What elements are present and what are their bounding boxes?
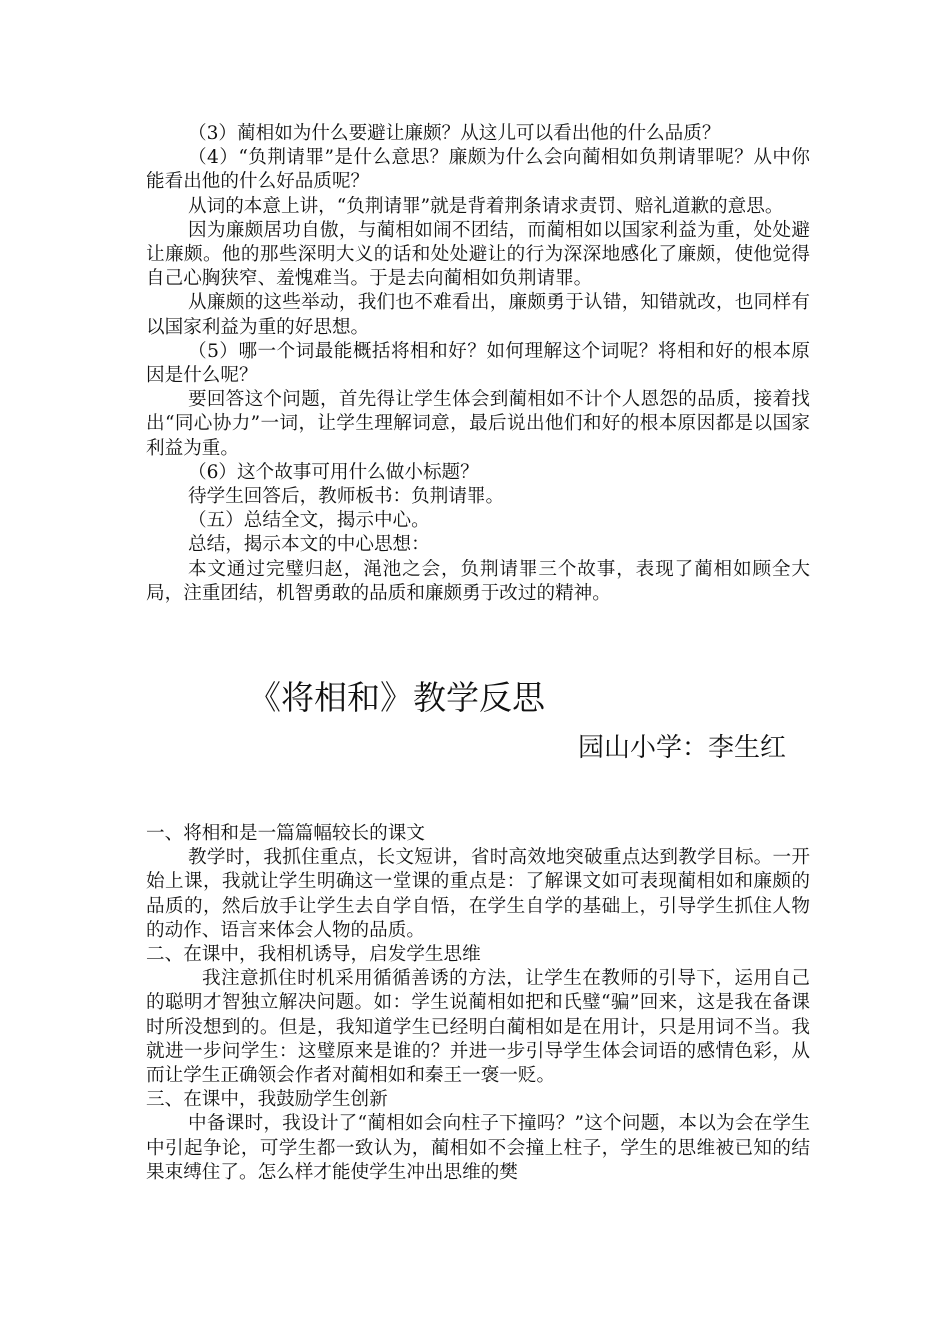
question-6: （6）这个故事可用什么做小标题？ — [188, 461, 479, 483]
paragraph: 总结，揭示本文的中心思想： — [188, 534, 430, 556]
paragraph: 本文通过完璧归赵，渑池之会，负荆请罪三个故事，表现了蔺相如顾全大局，注重团结，机智勇敢的品质和廉颇勇于改过的精神。 — [146, 558, 810, 604]
paragraph: 从廉颇的这些举动，我们也不难看出，廉颇勇于认错，知错就改，也同样有以国家利益为重的好思想。 — [146, 292, 810, 338]
section-heading-1: 一、将相和是一篇篇幅较长的课文 — [146, 823, 425, 844]
step-heading: （五）总结全文，揭示中心。 — [188, 510, 430, 532]
question-5: （5）哪一个词最能概括将相和好？如何理解这个词呢？将相和好的根本原因是什么呢？ — [146, 340, 810, 387]
reflection-title: 《将相和》教学反思 — [248, 678, 545, 717]
author-line: 园山小学：李生红 — [578, 733, 787, 763]
question-4: （4）“负荆请罪”是什么意思？廉颇为什么会向蔺相如负荆请罪呢？从中你能看出他的什么好品质呢？ — [146, 147, 810, 193]
lesson-plan-section — [146, 122, 810, 606]
question-3: （3）蔺相如为什么要避让廉颇？从这儿可以看出他的什么品质？ — [188, 123, 721, 144]
paragraph: 要回答这个问题，首先得让学生体会到蔺相如不计个人恩怨的品质，接着找出“同心协力”一词，让学生理解词意，最后说出他们和好的根本原因都是以国家利益为重。 — [146, 389, 810, 459]
paragraph: 因为廉颇居功自傲，与蔺相如闹不团结，而蔺相如以国家利益为重，处处避让廉颇。他的那些深明大义的话和处处避让的行为深深地感化了廉颇，使他觉得自己心胸狭窄、羞愧难当。于是去向蔺相如负荆请罪。 — [146, 219, 810, 290]
section-heading-3: 三、在课中，我鼓励学生创新 — [146, 1089, 388, 1111]
section-heading-2: 二、在课中，我相机诱导，启发学生思维 — [146, 944, 481, 966]
paragraph: 从词的本意上讲，“负荆请罪”就是背着荆条请求责罚、赔礼道歉的意思。 — [188, 195, 784, 217]
paragraph: 我注意抓住时机采用循循善诱的方法，让学生在教师的引导下，运用自己的聪明才智独立解决问题。如：学生说蔺相如把和氏璧“骗”回来，这是我在备课时所没想到的。但是，我知道学生已经明白蔺相如是在用计，只是用词不当。我就进一步问学生：这璧原来是谁的？并进一步引导学生体会词语的感情色彩，从而让学生正确领会作者对蔺相如和秦王一褒一贬。 — [146, 968, 810, 1087]
reflection-section — [146, 822, 810, 1185]
paragraph: 教学时，我抓住重点，长文短讲，省时高效地突破重点达到教学目标。一开始上课，我就让学生明确这一堂课的重点是：了解课文如可表现蔺相如和廉颇的品质的，然后放手让学生去自学自悟，在学生自学的基础上，引导学生抓住人物的动作、语言来体会人物的品质。 — [146, 847, 810, 941]
paragraph: 中备课时，我设计了“蔺相如会向柱子下撞吗？”这个问题，本以为会在学生中引起争论，可学生都一致认为，蔺相如不会撞上柱子，学生的思维被已知的结果束缚住了。怎么样才能使学生冲出思维的樊 — [146, 1113, 810, 1183]
paragraph: 待学生回答后，教师板书：负荆请罪。 — [188, 486, 505, 508]
